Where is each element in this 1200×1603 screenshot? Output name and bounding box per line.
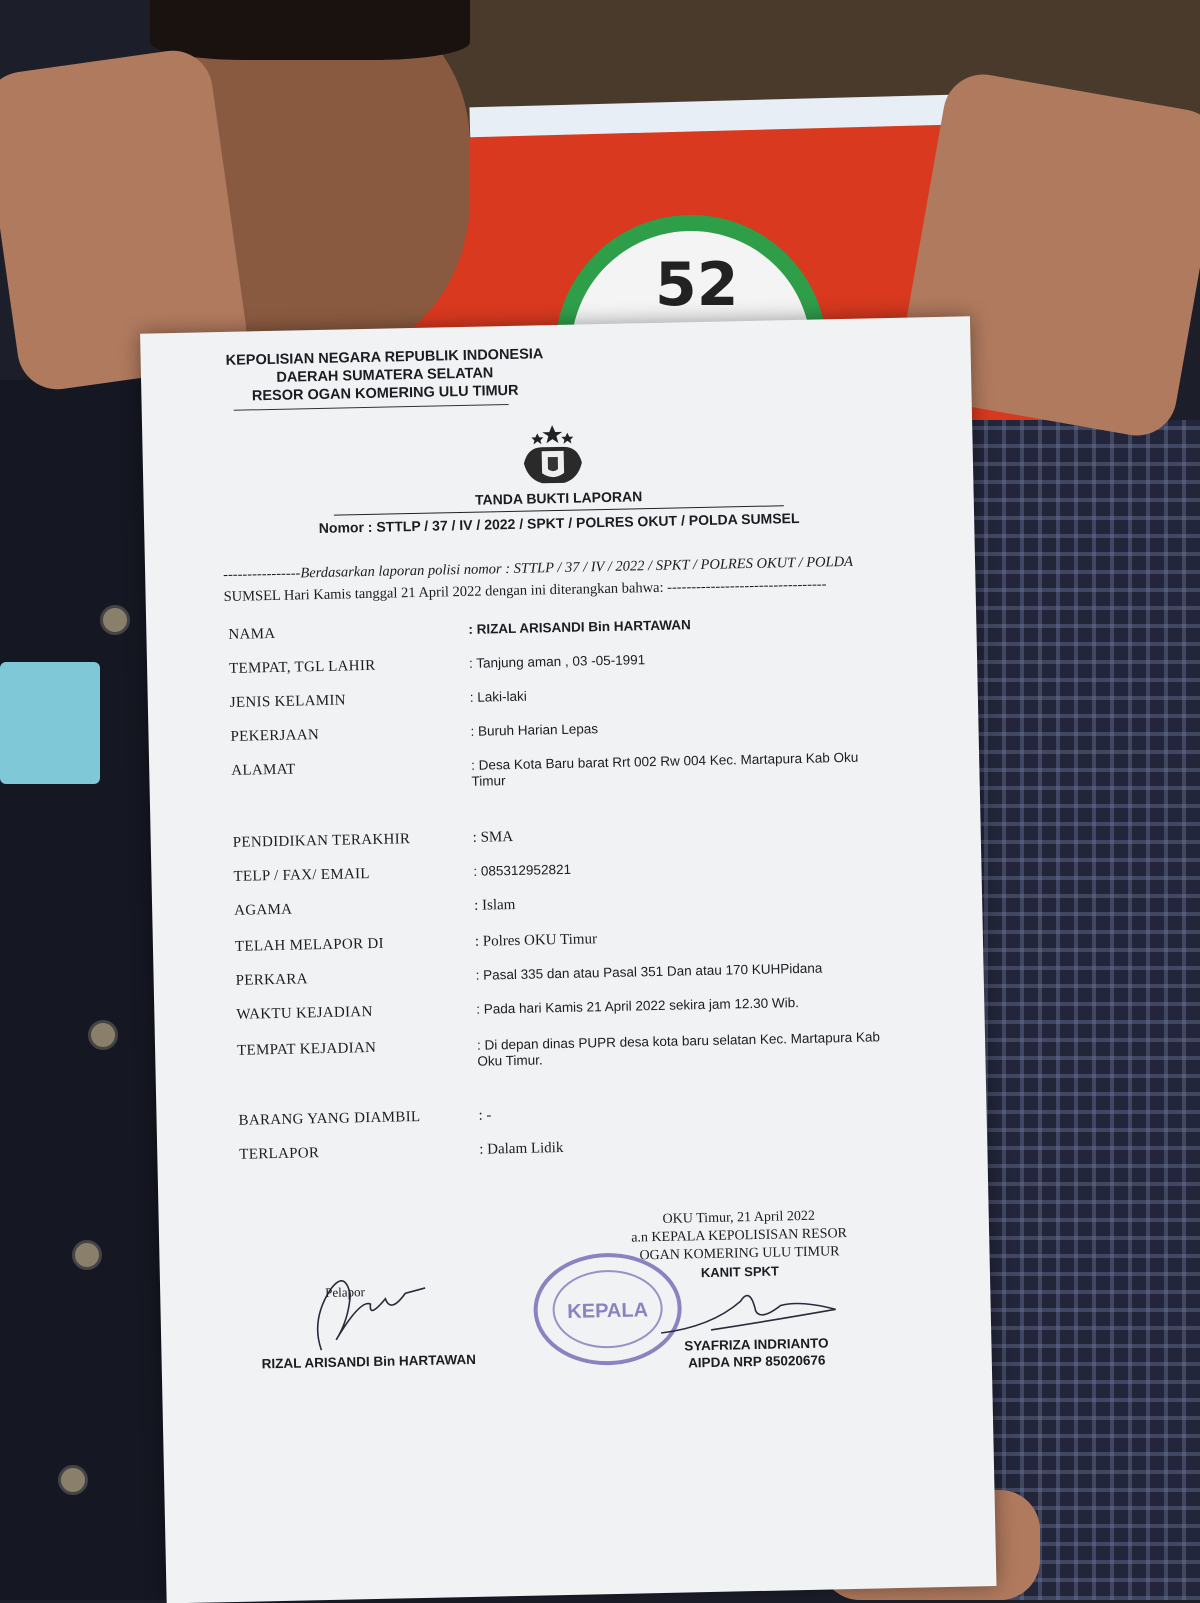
field-value: : 085312952821 [473,861,572,879]
field-label: TEMPAT, TGL LAHIR [228,657,376,677]
field-row [236,992,936,1023]
shirt-button [88,1020,118,1050]
field-label: AGAMA [234,901,293,919]
field-label: TERLAPOR [239,1145,320,1163]
field-value: : Polres OKU Timur [474,931,598,950]
field-value: : Islam [473,896,516,914]
field-label: PERKARA [235,971,308,989]
field-row [238,1098,938,1129]
field-value: : Pasal 335 dan atau Pasal 351 Dan atau 170 KUHPidana [475,960,823,983]
field-row [236,1028,937,1069]
field-value: : SMA [472,828,514,846]
institution-line: DAERAH SUMATERA SELATAN [276,365,494,386]
officer-signature-icon [650,1279,841,1343]
on-behalf-line: OGAN KOMERING ULU TIMUR [639,1244,840,1264]
field-row [232,820,933,851]
field-label: TELP / FAX/ EMAIL [233,866,370,885]
field-row [230,714,930,745]
header-underline [234,404,509,411]
field-row [239,1132,939,1163]
intro-line: SUMSEL Hari Kamis tanggal 21 April 2022 dengan ini diterangkan bahwa: --------------------------------- [223,576,827,605]
report-receipt-paper [140,316,996,1603]
field-label: TEMPAT KEJADIAN [236,1039,377,1059]
unit-title: KANIT SPKT [700,1263,780,1281]
reporter-signature-icon [290,1258,442,1361]
shirt-button [72,1240,102,1270]
field-value: : Laki-laki [469,688,527,705]
field-label: PENDIDIKAN TERAKHIR [232,831,411,851]
document-title: TANDA BUKTI LAPORAN [474,488,643,508]
institution-line: KEPOLISIAN NEGARA REPUBLIK INDONESIA [225,346,544,369]
officer-rank: AIPDA NRP 85020676 [687,1352,826,1371]
field-row [229,680,930,711]
field-label: NAMA [228,625,276,643]
field-label: TELAH MELAPOR DI [234,935,385,955]
intro-paragraph [223,550,904,608]
field-row [231,748,931,789]
field-row [228,646,929,677]
field-value: : Di depan dinas PUPR desa kota baru selatan Kec. Martapura Kab Oku Timur. [476,1029,881,1069]
shirt-button [100,605,130,635]
field-value: : Desa Kota Baru barat Rrt 002 Rw 004 Kec. Martapura Kab Oku Timur [471,749,859,789]
institution-line: RESOR OGAN KOMERING ULU TIMUR [251,382,519,405]
field-row [234,924,935,955]
officer-name-block [656,1334,857,1372]
officer-name: SYAFRIZA INDRIANTO [684,1335,829,1354]
field-value: : Dalam Lidik [479,1140,564,1158]
field-row [235,958,935,989]
field-label: PEKERJAAN [230,727,320,745]
field-value: : Buruh Harian Lepas [470,721,599,739]
intro-line: ----------------Berdasarkan laporan polisi nomor : STTLP / 37 / IV / 2022 / SPKT / POLRES OKUT / POLDA [222,553,854,584]
field-label: ALAMAT [231,761,296,779]
person-hair [150,0,470,60]
field-label: JENIS KELAMIN [229,692,346,711]
banner-number: 52 [655,250,739,320]
field-value: : Pada hari Kamis 21 April 2022 sekira jam 12.30 Wib. [476,995,800,1017]
field-label: WAKTU KEJADIAN [236,1003,373,1023]
field-value: : Tanjung aman , 03 -05-1991 [468,652,646,671]
field-value: : - [478,1107,492,1124]
place-date: OKU Timur, 21 April 2022 [662,1208,816,1227]
stamp-text: KEPALA [567,1299,649,1323]
field-row [228,612,928,643]
institution-header [225,345,544,406]
document-number: Nomor : STTLP / 37 / IV / 2022 / SPKT / POLRES OKUT / POLDA SUMSEL [318,509,800,536]
field-value: : RIZAL ARISANDI Bin HARTAWAN [468,617,691,637]
field-row [234,888,934,919]
field-row [233,854,933,885]
reporter-name: RIZAL ARISANDI Bin HARTAWAN [261,1351,477,1372]
field-label: BARANG YANG DIAMBIL [238,1108,421,1129]
reporter-label: Pelapor [325,1284,366,1301]
shirt-button [58,1465,88,1495]
phone-screen [0,662,100,784]
on-behalf-line: a.n KEPALA KEPOLISISAN RESOR [631,1226,848,1246]
police-emblem-icon [517,422,588,489]
